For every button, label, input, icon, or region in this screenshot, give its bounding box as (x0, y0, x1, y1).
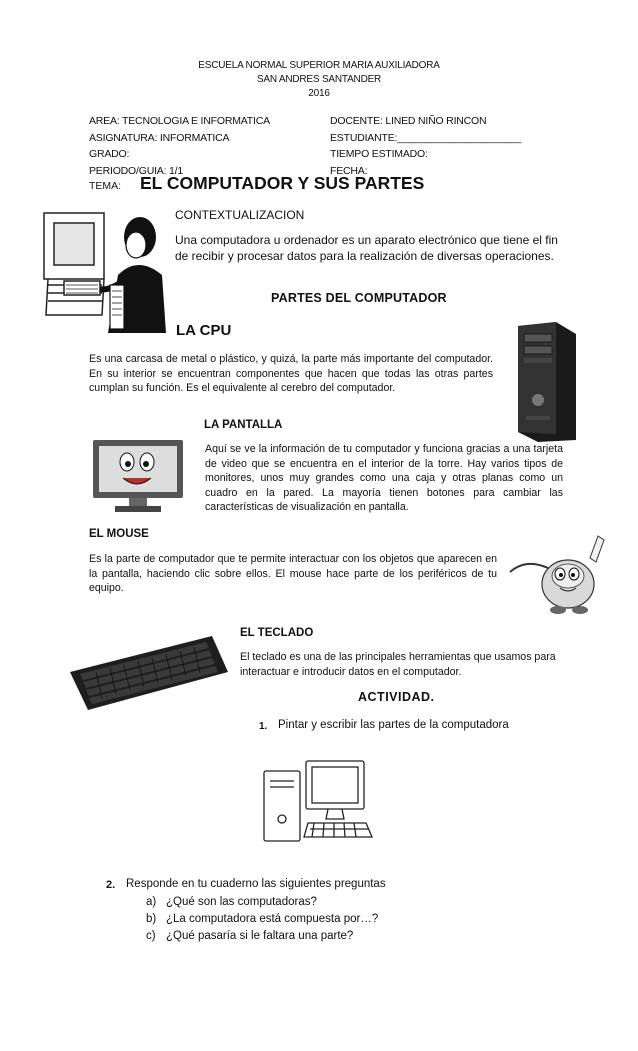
mouse-title: EL MOUSE (89, 528, 149, 540)
meta-student: ESTUDIANTE:______________________ (330, 131, 522, 144)
monitor-cartoon-illustration (89, 438, 187, 516)
topic-label: TEMA: (89, 180, 122, 192)
meta-right (330, 113, 521, 179)
meta-time: TIEMPO ESTIMADO: (330, 148, 428, 160)
keyboard-title: EL TECLADO (240, 627, 314, 639)
question-list (146, 894, 378, 945)
question-label: a) (146, 896, 157, 908)
mouse-text: Es la parte de computador que te permite interactuar con los objetos que aparecen en la pantalla, haciendo clic sobre ellos. El mouse hace parte de los periféricos de tu equipo. (89, 553, 497, 594)
parts-title: PARTES DEL COMPUTADOR (271, 291, 447, 305)
page-title: EL COMPUTADOR Y SUS PARTES (140, 173, 425, 193)
context-text: Una computadora u ordenador es un aparato electrónico que tiene el fin de recibir y procesar datos para la realización de diversas operaciones. (175, 233, 558, 263)
context-title: CONTEXTUALIZACION (175, 208, 305, 222)
question-item (146, 928, 378, 945)
question-text: ¿Qué son las computadoras? (166, 896, 317, 908)
school-name: ESCUELA NORMAL SUPERIOR MARIA AUXILIADORA (198, 60, 440, 71)
question-item (146, 894, 378, 911)
activity-item2: Responde en tu cuaderno las siguientes preguntas (126, 878, 386, 890)
meta-area: AREA: TECNOLOGIA E INFORMATICA (89, 115, 270, 127)
meta-grade: GRADO: (89, 148, 130, 160)
question-text: ¿La computadora está compuesta por…? (166, 913, 379, 925)
computer-outline-drawing (258, 757, 376, 849)
meta-subject: ASIGNATURA: INFORMATICA (89, 131, 230, 144)
question-label: c) (146, 930, 156, 942)
activity-item1-num: 1. (259, 721, 268, 732)
question-label: b) (146, 913, 157, 925)
question-item (146, 911, 378, 928)
school-year: 2016 (308, 88, 330, 99)
screen-title: LA PANTALLA (204, 419, 283, 431)
mouse-cartoon-illustration (508, 528, 606, 618)
screen-text: Aquí se ve la información de tu computador y funciona gracias a una tarjeta de video que se encuentra en el interior de la torre. Hay varios tipos de monitores, unos muy grandes como una caja y otras planas como un cuadro en la pared. La mayoría tienen botones para cambiar las características de visualización en pantalla. (205, 443, 563, 513)
cpu-title: LA CPU (176, 322, 232, 339)
meta-left (89, 113, 270, 179)
question-text: ¿Qué pasaría si le faltara una parte? (166, 930, 354, 942)
meta-date: FECHA: (330, 164, 368, 177)
keyboard-illustration (66, 632, 232, 714)
keyboard-text: El teclado es una de las principales herramientas que usamos para interactuar e introducir datos en el computador. (240, 651, 556, 678)
activity-title: ACTIVIDAD. (358, 690, 435, 704)
woman-at-computer-illustration (38, 205, 170, 335)
meta-period: PERIODO/GUIA: 1/1 (89, 164, 184, 177)
school-city: SAN ANDRES SANTANDER (256, 74, 382, 85)
meta-teacher: DOCENTE: LINED NIÑO RINCON (330, 115, 487, 127)
activity-item1: Pintar y escribir las partes de la computadora (278, 719, 509, 731)
cpu-tower-illustration (512, 320, 582, 444)
cpu-text: Es una carcasa de metal o plástico, y quizá, la parte más importante del computador. En su interior se encuentran componentes que hacen que todas las otras partes cumplan su función. Es el equivalente al cerebro del computador. (89, 353, 493, 394)
activity-item2-num: 2. (106, 879, 116, 891)
